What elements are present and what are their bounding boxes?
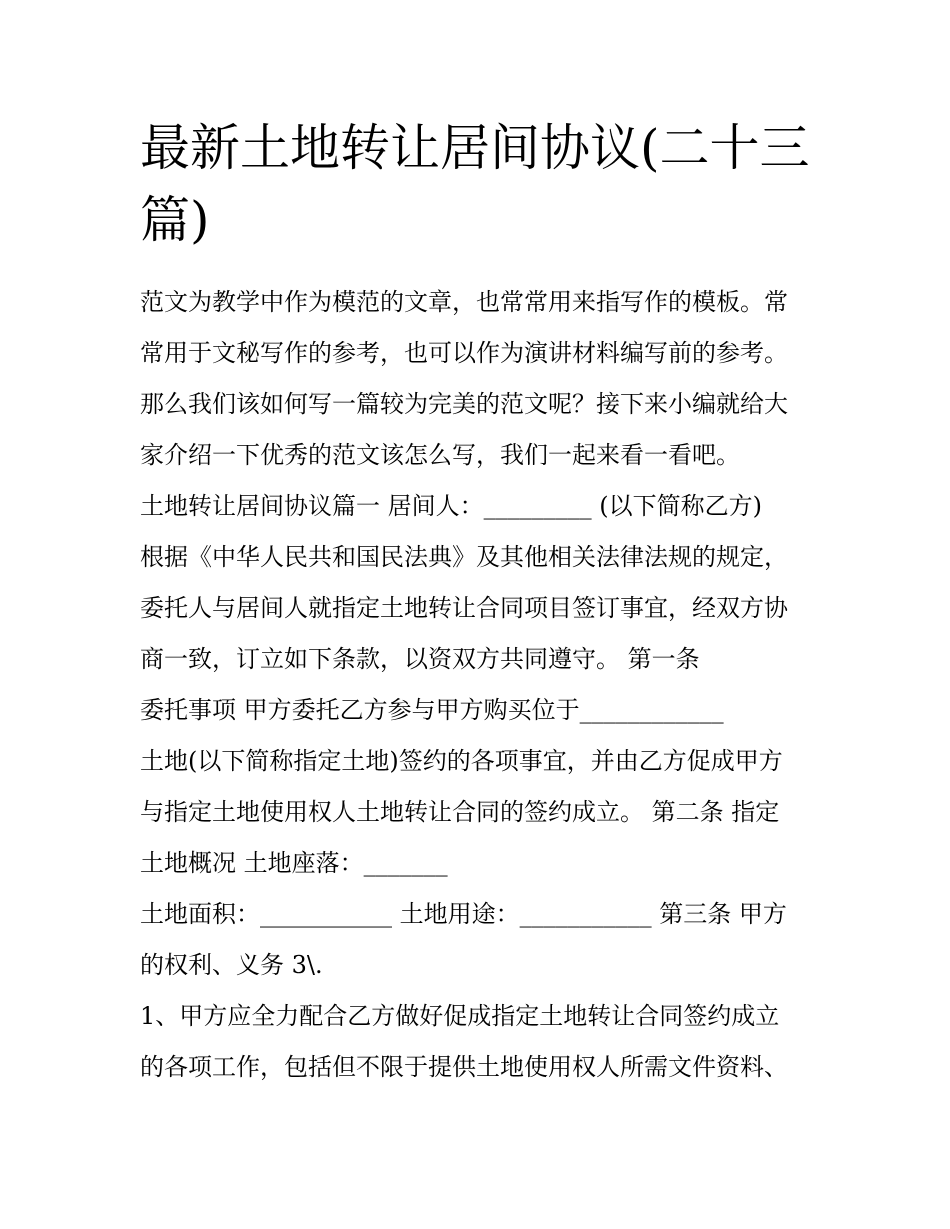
body-line: 根据《中华人民共和国民法典》及其他相关法律法规的规定， [140, 543, 788, 571]
body-line: 土地面积：___________ 土地用途：___________ 第三条 甲方 [140, 900, 787, 928]
body-line: 土地概况 土地座落：_______ [140, 849, 448, 877]
body-line: 土地(以下简称指定土地)签约的各项事宜，并由乙方促成甲方 [140, 747, 783, 775]
body-line: 的权利、义务 3\. [140, 951, 323, 979]
body-line: 1、甲方应全力配合乙方做好促成指定土地转让合同签约成立 [140, 1002, 780, 1030]
document-body [140, 277, 840, 1093]
body-line: 土地转让居间协议篇一 居间人：_________ (以下简称乙方) [140, 492, 762, 520]
body-line: 与指定土地使用权人土地转让合同的签约成立。 第二条 指定 [140, 798, 780, 826]
body-line: 家介绍一下优秀的范文该怎么写，我们一起来看一看吧。 [140, 441, 740, 469]
document-title [140, 112, 840, 256]
title-line: 最新土地转让居间协议(二十三 [140, 119, 810, 177]
body-line: 的各项工作，包括但不限于提供土地使用权人所需文件资料、 [140, 1053, 788, 1081]
body-line: 那么我们该如何写一篇较为完美的范文呢？接下来小编就给大 [140, 390, 788, 418]
body-line: 委托事项 甲方委托乙方参与甲方购买位于____________ [140, 696, 724, 724]
body-line: 范文为教学中作为模范的文章，也常常用来指写作的模板。常 [140, 288, 788, 316]
body-line: 商一致，订立如下条款，以资双方共同遵守。 第一条 [140, 645, 700, 673]
body-line: 委托人与居间人就指定土地转让合同项目签订事宜，经双方协 [140, 594, 788, 622]
title-line: 篇) [140, 191, 210, 249]
body-line: 常用于文秘写作的参考，也可以作为演讲材料编写前的参考。 [140, 339, 788, 367]
